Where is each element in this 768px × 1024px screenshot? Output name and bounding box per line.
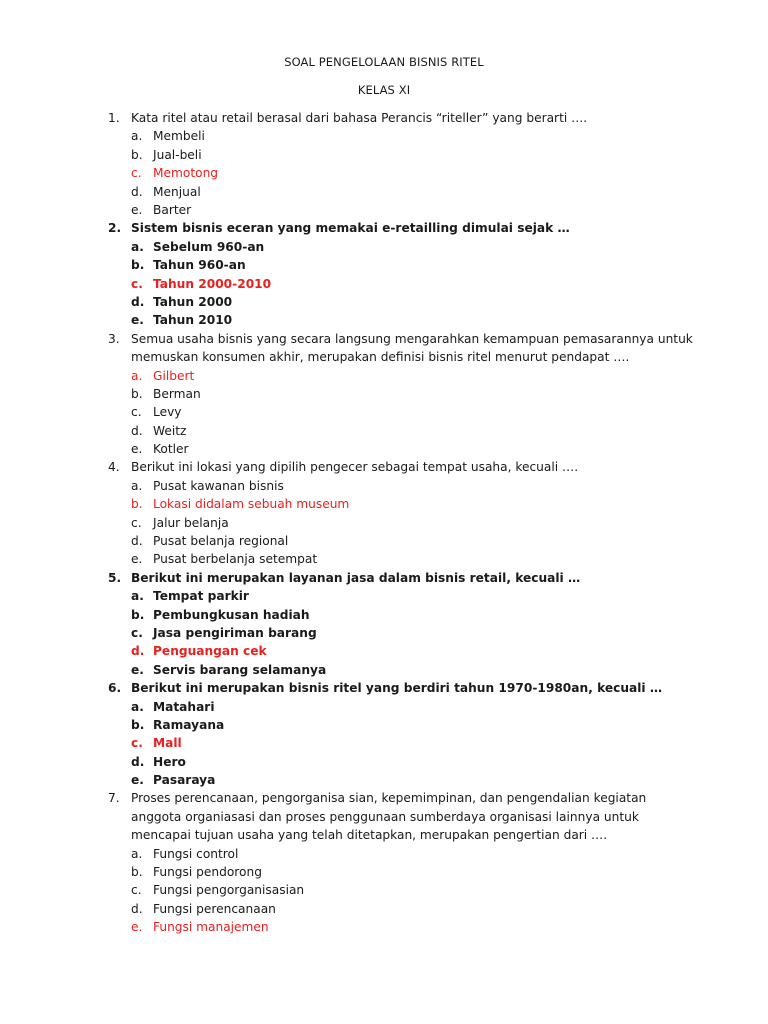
answer-option [0, 532, 768, 550]
answer-option [0, 698, 768, 716]
answer-option-correct [0, 164, 768, 182]
option-text: Hero [153, 754, 186, 769]
question-list [0, 109, 768, 937]
option-text: Tahun 2010 [153, 313, 233, 328]
option-text: Fungsi pendorong [153, 865, 262, 880]
question-text [0, 219, 768, 237]
answer-option [0, 900, 768, 918]
answer-option [0, 716, 768, 734]
option-text: Jalur belanja [153, 515, 229, 530]
answer-option [0, 753, 768, 771]
answer-option [0, 606, 768, 624]
option-text: Mall [153, 736, 182, 751]
answer-option [0, 771, 768, 789]
option-letter: d. [131, 644, 145, 659]
question-item [0, 219, 768, 329]
option-text: Weitz [153, 423, 187, 438]
option-text: Pusat berbelanja setempat [153, 552, 318, 567]
answer-option-correct [0, 275, 768, 293]
question-number: 6. [108, 681, 122, 696]
answer-option [0, 403, 768, 421]
option-text: Barter [153, 202, 192, 217]
option-text: Pusat kawanan bisnis [153, 478, 284, 493]
option-letter: a. [131, 368, 143, 383]
option-letter: c. [131, 515, 142, 530]
option-letter: c. [131, 166, 142, 181]
option-letter: c. [131, 883, 142, 898]
question-item [0, 330, 768, 459]
answer-option-correct [0, 642, 768, 660]
option-letter: d. [131, 754, 145, 769]
option-text: Sebelum 960-an [153, 239, 265, 254]
option-text: Lokasi didalam sebuah museum [153, 497, 350, 512]
option-text: Pembungkusan hadiah [153, 607, 310, 622]
option-text: Berman [153, 386, 201, 401]
option-letter: e. [131, 442, 143, 457]
question-item [0, 569, 768, 679]
answer-option [0, 661, 768, 679]
option-text: Jual-beli [153, 147, 202, 162]
option-text: Memotong [153, 166, 219, 181]
document-title: SOAL PENGELOLAAN BISNIS RITEL [284, 55, 484, 69]
answer-option [0, 845, 768, 863]
answer-option [0, 238, 768, 256]
option-letter: a. [131, 478, 143, 493]
option-letter: c. [131, 276, 143, 291]
answer-option [0, 311, 768, 329]
question-number: 4. [108, 460, 120, 475]
option-text: Pusat belanja regional [153, 534, 289, 549]
answer-option-correct [0, 734, 768, 752]
option-text: Tahun 2000 [153, 294, 233, 309]
option-letter: d. [131, 534, 143, 549]
option-text: Fungsi pengorganisasian [153, 883, 305, 898]
answer-option [0, 201, 768, 219]
answer-option [0, 881, 768, 899]
option-letter: a. [131, 846, 143, 861]
question-text [0, 569, 768, 587]
option-text: Levy [153, 405, 182, 420]
option-letter: c. [131, 736, 143, 751]
question-number: 2. [108, 221, 122, 236]
option-letter: e. [131, 313, 144, 328]
option-letter: b. [131, 865, 143, 880]
answer-option [0, 422, 768, 440]
option-text: Tempat parkir [153, 589, 249, 604]
option-text: Gilbert [153, 368, 195, 383]
option-letter: b. [131, 607, 145, 622]
option-letter: b. [131, 386, 143, 401]
option-letter: d. [131, 423, 143, 438]
option-text: Kotler [153, 442, 189, 457]
option-letter: e. [131, 552, 143, 567]
question-label: Berikut ini lokasi yang dipilih pengecer sebagai tempat usaha, kecuali …. [131, 460, 579, 475]
option-text: Servis barang selamanya [153, 662, 327, 677]
option-text: Fungsi manajemen [153, 920, 269, 935]
question-text [0, 679, 768, 697]
question-label: Semua usaha bisnis yang secara langsung mengarahkan kemampuan pemasarannya untuk memuskan konsumen akhir, merupakan definisi bisnis ritel menurut pendapat …. [131, 331, 693, 365]
option-text: Membeli [153, 129, 205, 144]
question-label: Proses perencanaan, pengorganisa sian, kepemimpinan, dan pengendalian kegiatan anggota organiasasi dan proses penggunaan sumberdaya organisasi lainnya untuk mencapai tujuan usaha yang telah ditetapkan, merupakan pengertian dari …. [131, 791, 647, 843]
question-item [0, 679, 768, 789]
option-letter: b. [131, 497, 143, 512]
option-letter: b. [131, 717, 145, 732]
option-letter: d. [131, 294, 145, 309]
option-letter: d. [131, 184, 143, 199]
question-label: Berikut ini merupakan bisnis ritel yang berdiri tahun 1970-1980an, kecuali … [131, 681, 663, 696]
answer-option-correct [0, 918, 768, 936]
answer-option [0, 863, 768, 881]
answer-option [0, 550, 768, 568]
answer-option [0, 256, 768, 274]
question-label: Sistem bisnis eceran yang memakai e-retailling dimulai sejak … [131, 221, 570, 236]
answer-option [0, 183, 768, 201]
option-letter: c. [131, 625, 143, 640]
option-letter: a. [131, 589, 144, 604]
question-text [0, 330, 768, 367]
option-letter: d. [131, 901, 143, 916]
option-letter: a. [131, 239, 144, 254]
option-text: Menjual [153, 184, 201, 199]
option-text: Jasa pengiriman barang [153, 625, 317, 640]
option-text: Ramayana [153, 717, 225, 732]
answer-option [0, 477, 768, 495]
question-text [0, 458, 768, 476]
answer-option-correct [0, 367, 768, 385]
answer-option [0, 624, 768, 642]
answer-option [0, 146, 768, 164]
option-letter: e. [131, 920, 143, 935]
answer-option [0, 385, 768, 403]
question-number: 3. [108, 331, 120, 346]
document-subtitle: KELAS XI [357, 83, 411, 97]
option-letter: b. [131, 147, 143, 162]
option-text: Fungsi control [153, 846, 239, 861]
answer-option [0, 587, 768, 605]
question-number: 7. [108, 791, 120, 806]
answer-option [0, 514, 768, 532]
question-label: Kata ritel atau retail berasal dari bahasa Perancis “riteller” yang berarti …. [131, 111, 588, 125]
option-letter: a. [131, 699, 144, 714]
option-letter: e. [131, 773, 144, 788]
question-label: Berikut ini merupakan layanan jasa dalam bisnis retail, kecuali … [131, 570, 581, 585]
option-letter: e. [131, 662, 144, 677]
answer-option [0, 440, 768, 458]
option-text: Tahun 960-an [153, 258, 246, 273]
question-item [0, 458, 768, 568]
option-letter: b. [131, 258, 145, 273]
option-letter: a. [131, 129, 143, 144]
option-text: Fungsi perencanaan [153, 901, 276, 916]
option-text: Matahari [153, 699, 215, 714]
option-text: Penguangan cek [153, 644, 267, 659]
question-number: 1. [108, 111, 120, 125]
answer-option [0, 127, 768, 145]
question-item [0, 109, 768, 219]
option-letter: c. [131, 405, 142, 420]
option-text: Tahun 2000-2010 [153, 276, 272, 291]
question-number: 5. [108, 570, 122, 585]
question-text [0, 109, 768, 127]
option-letter: e. [131, 202, 143, 217]
answer-option-correct [0, 495, 768, 513]
option-text: Pasaraya [153, 773, 216, 788]
question-item [0, 789, 768, 936]
question-text [0, 789, 768, 844]
answer-option [0, 293, 768, 311]
